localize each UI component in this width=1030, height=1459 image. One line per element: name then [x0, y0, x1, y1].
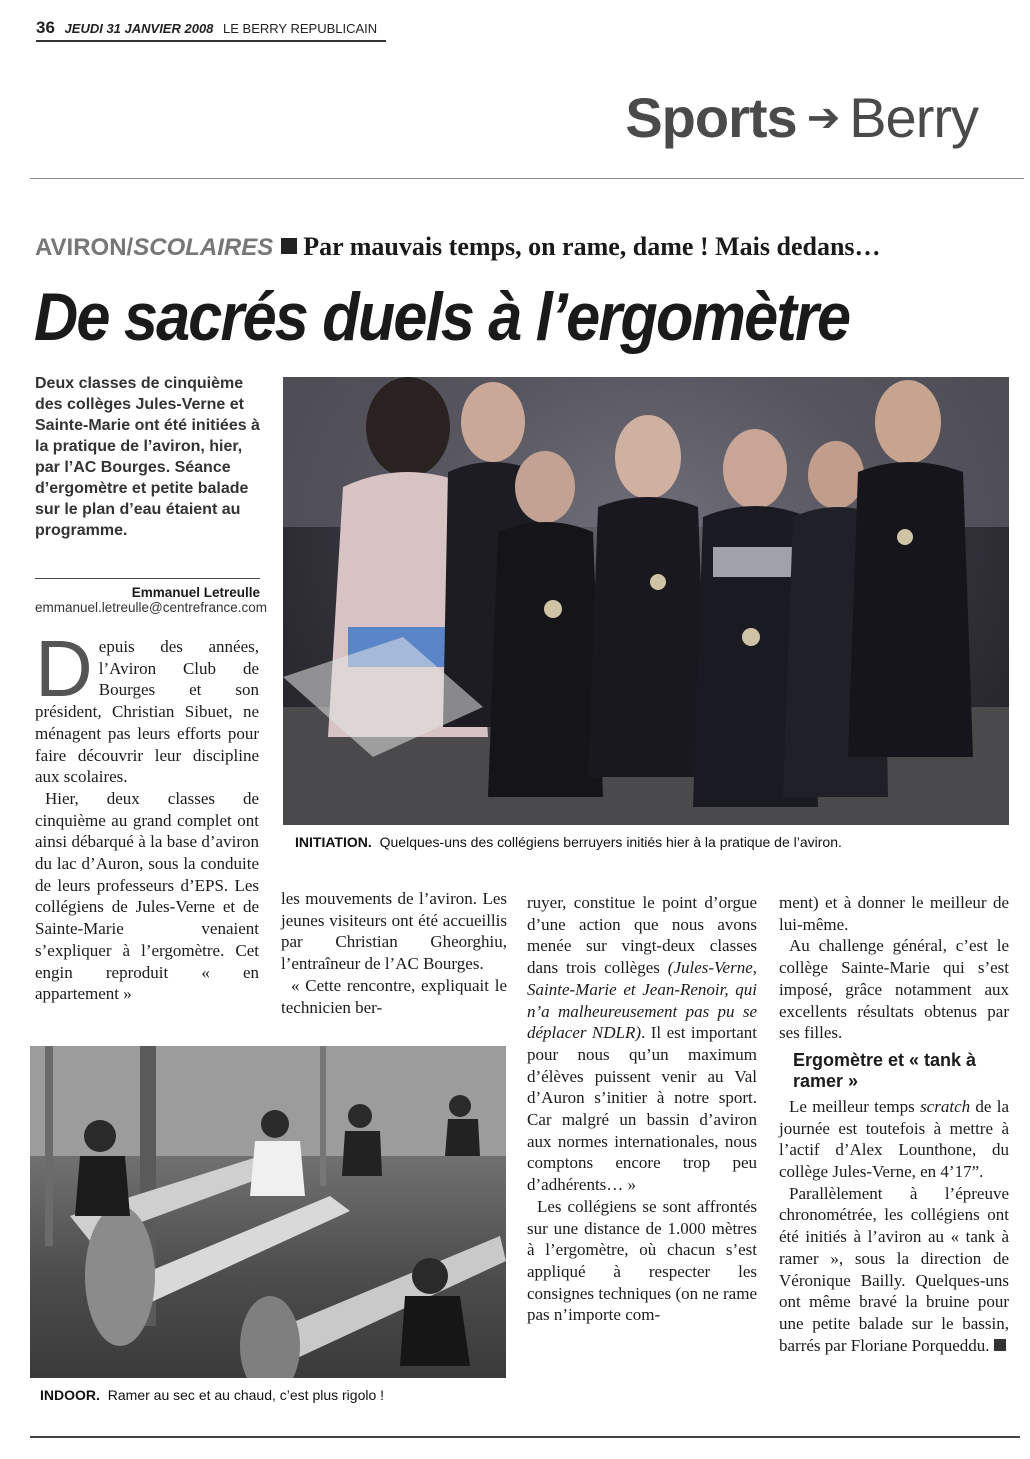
author-email: emmanuel.letreulle@centrefrance.com — [35, 600, 268, 615]
article-column-3 — [527, 892, 757, 1326]
paragraph: Hier, deux classes de cinquième au grand complet ont ainsi débarqué à la base d’aviron du lac d’Auron, sous la conduite de leurs professeurs d’EPS. Les collégiens de Jules-Verne et de Sainte-Marie venaient s’expliquer à l’ergomètre. Cet engin reproduit « en appartement » — [35, 788, 259, 1004]
paragraph: epuis des années, l’Aviron Club de Bourges et son président, Christian Sibuet, ne ménagent pas leurs efforts pour faire découvrir leur discipline aux scolaires. — [35, 637, 259, 787]
photo-initiation-caption — [283, 825, 1009, 859]
paragraph-text: ruyer, constitue le point d’orgue d’une action que nous avons menée sur vingt-deux classes dans trois collèges — [527, 893, 757, 978]
paragraph-text: Parallèlement à l’épreuve chronométrée, les collégiens ont été initiés à l’aviron au « tank à ramer », sous la direction de Véronique Bailly. Quelques-uns ont même bravé la bruine pour une petite balade sur le bassin, barrés par Floriane Porqueddu. — [779, 1183, 1009, 1355]
article-column-2 — [281, 888, 507, 1018]
caption-lead: INITIATION. — [295, 834, 372, 850]
article-column-4 — [779, 892, 1009, 1356]
rubric-region: Berry — [849, 86, 978, 149]
end-mark-icon — [994, 1339, 1006, 1351]
page-number: 36 — [36, 18, 55, 37]
paragraph: les mouvements de l’aviron. Les jeunes visiteurs ont été accueillis par Christian Gheorghiu, l’entraîneur de l’AC Bourges. — [281, 889, 507, 974]
section-rubric — [625, 85, 978, 150]
paragraph — [527, 892, 757, 1196]
kicker-tag-category: SCOLAIRES — [133, 234, 274, 261]
paragraph-italic: scratch — [920, 1096, 971, 1116]
caption-lead: INDOOR. — [40, 1387, 100, 1403]
issue-date: JEUDI 31 JANVIER 2008 — [64, 21, 214, 36]
rubric-sports: Sports — [625, 86, 797, 149]
paragraph: ment) et à donner le meilleur de lui-même. — [779, 893, 1009, 934]
article-headline: De sacrés duels à l’ergomètre — [34, 279, 850, 355]
paragraph: Les collégiens se sont affrontés sur une distance de 1.000 mètres à l’ergomètre, où chacun s’est appliqué à respecter les consignes techniques (on ne rame pas n’importe com- — [527, 1196, 757, 1325]
caption-text: Quelques-uns des collégiens berruyers initiés hier à la pratique de l’aviron. — [379, 834, 842, 850]
kicker-tag: AVIRON/ — [35, 234, 134, 261]
paragraph-text: . Il est important pour nous qu’un maximum d’élèves puissent venir au Val d’Auron s’initier à notre sport. Car malgré un bassin d’aviron aux normes internationales, nous comptons encore trop peu d’adhérents… » — [527, 1023, 758, 1195]
paragraph — [779, 1183, 1009, 1357]
arrow-icon: ➔ — [806, 96, 840, 140]
rowing-machines-illustration — [30, 1046, 506, 1378]
newspaper-name: LE BERRY REPUBLICAIN — [223, 21, 378, 36]
article-subtitle: Par mauvais temps, on rame, dame ! Mais dedans… — [303, 232, 881, 261]
drop-cap: D — [35, 624, 93, 713]
photo-indoor — [30, 1046, 506, 1378]
bottom-rule — [30, 1436, 1020, 1438]
square-bullet-icon — [281, 238, 297, 254]
article-column-1 — [35, 624, 259, 1005]
page-folio — [36, 18, 386, 42]
paragraph — [779, 1096, 1009, 1183]
paragraph: Au challenge général, c’est le collège Sainte-Marie qui s’est imposé, grâce notamment aux excellents résultats obtenus par ses filles. — [779, 936, 1009, 1043]
byline — [35, 578, 268, 615]
students-illustration — [283, 377, 1009, 825]
paragraph-text: de la journée est toutefois à mettre à l’actif d’Alex Lounthone, du collège Jules-Verne, en 4’17”. — [779, 1096, 1010, 1182]
photo-indoor-caption — [30, 1378, 506, 1412]
article-subhead: Ergomètre et « tank à ramer » — [793, 1049, 977, 1091]
section-divider — [30, 178, 1024, 179]
caption-text: Ramer au sec et au chaud, c’est plus rigolo ! — [107, 1387, 385, 1403]
paragraph-text: Le meilleur temps — [789, 1096, 915, 1116]
author-name: Emmanuel Letreulle — [131, 585, 260, 600]
article-kicker — [35, 232, 881, 262]
article-standfirst: Deux classes de cinquième des collèges Jules-Verne et Sainte-Marie ont été initiées à la pratique de l’aviron, hier, par l’AC Bourges. Séance d’ergomètre et petite balade sur le plan d’eau étaient au programme. — [35, 375, 260, 539]
photo-initiation — [283, 377, 1009, 825]
paragraph-italic: (Jules-Verne, Sainte-Marie et Jean-Renoir, qui n’a malheureusement pas pu se déplacer NDLR) — [527, 958, 757, 1043]
paragraph: « Cette rencontre, expliquait le technicien ber- — [281, 975, 507, 1017]
